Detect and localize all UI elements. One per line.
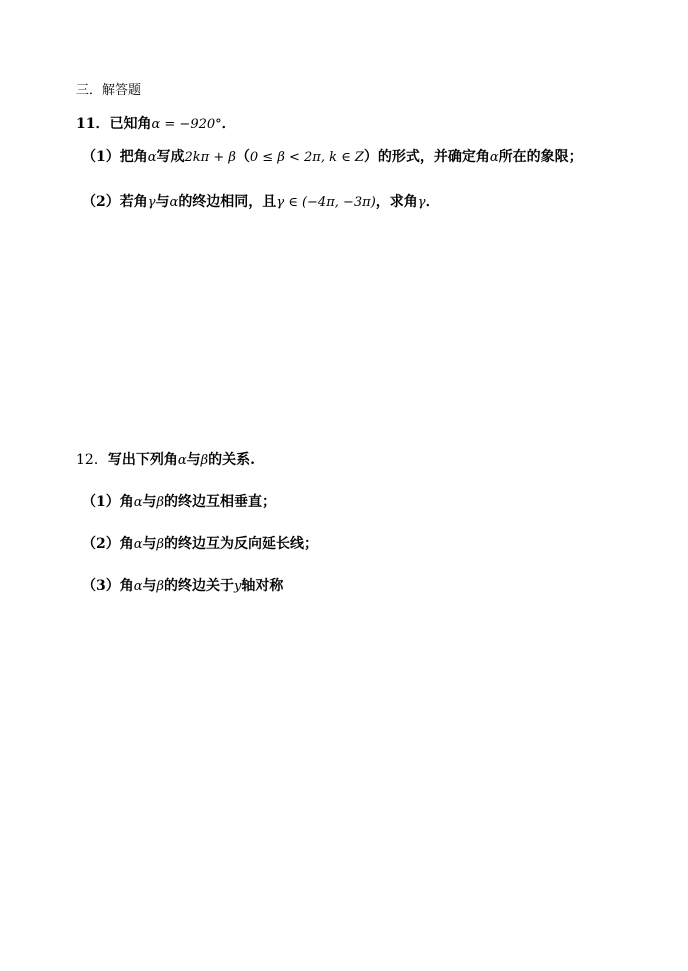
math-expression: 2kπ + β [184, 150, 236, 165]
part-text: 所在的象限； [498, 149, 583, 165]
math-expression: β [156, 537, 165, 552]
stem-text: 写出下列角 [107, 452, 178, 468]
question-number: 11． [76, 116, 110, 132]
math-expression: y [234, 579, 242, 594]
question-12-part-1 [82, 493, 276, 512]
math-expression: α [177, 453, 187, 468]
stem-text: ． [221, 116, 236, 132]
question-12-part-2 [82, 535, 318, 554]
part-text: 与 [142, 536, 157, 552]
part-text: 角 [119, 494, 134, 510]
part-text: 写成 [156, 149, 185, 165]
question-12-stem [76, 451, 255, 470]
stem-text: 已知角 [109, 116, 152, 132]
part-text: 与 [155, 194, 170, 210]
section-heading: 三．解答题 [76, 83, 142, 98]
part-label: （2） [82, 194, 120, 210]
part-text: 的终边相同，且 [178, 194, 277, 210]
math-expression: α [489, 150, 499, 165]
question-11-stem [76, 115, 236, 134]
question-12-part-3 [82, 577, 283, 596]
part-label: （1） [82, 149, 120, 165]
math-expression: α [147, 150, 157, 165]
math-expression: γ [147, 195, 156, 210]
math-expression: α [133, 537, 143, 552]
part-text: （ [235, 149, 250, 165]
part-text: 的终边互相垂直； [164, 494, 277, 510]
math-expression: α = −920° [151, 117, 222, 132]
part-text: 的终边关于 [164, 578, 235, 594]
math-expression: γ [417, 195, 426, 210]
question-11-part-1 [82, 148, 583, 167]
part-text: ）的形式，并确定角 [363, 149, 490, 165]
part-text: 把角 [119, 149, 148, 165]
math-expression: β [200, 453, 209, 468]
part-text: ，求角 [375, 194, 418, 210]
question-number: 12． [76, 452, 108, 468]
part-text: 角 [119, 578, 134, 594]
part-label: （1） [82, 494, 120, 510]
part-text: 与 [142, 578, 157, 594]
stem-text: 与 [186, 452, 201, 468]
math-expression: α [169, 195, 179, 210]
math-expression: γ ∈ (−4π, −3π) [276, 195, 376, 210]
math-expression: β [156, 495, 165, 510]
math-expression: β [156, 579, 165, 594]
math-expression: 0 ≤ β < 2π, k ∈ Z [249, 150, 364, 165]
part-label: （2） [82, 536, 120, 552]
part-text: ． [425, 194, 440, 210]
part-text: 的终边互为反向延长线； [164, 536, 319, 552]
part-label: （3） [82, 578, 120, 594]
part-text: 角 [119, 536, 134, 552]
part-text: 与 [142, 494, 157, 510]
stem-text: 的关系. [208, 452, 255, 468]
part-text: 轴对称 [241, 578, 284, 594]
math-expression: α [133, 495, 143, 510]
part-text: 若角 [119, 194, 148, 210]
math-expression: α [133, 579, 143, 594]
question-11-part-2 [82, 193, 440, 212]
